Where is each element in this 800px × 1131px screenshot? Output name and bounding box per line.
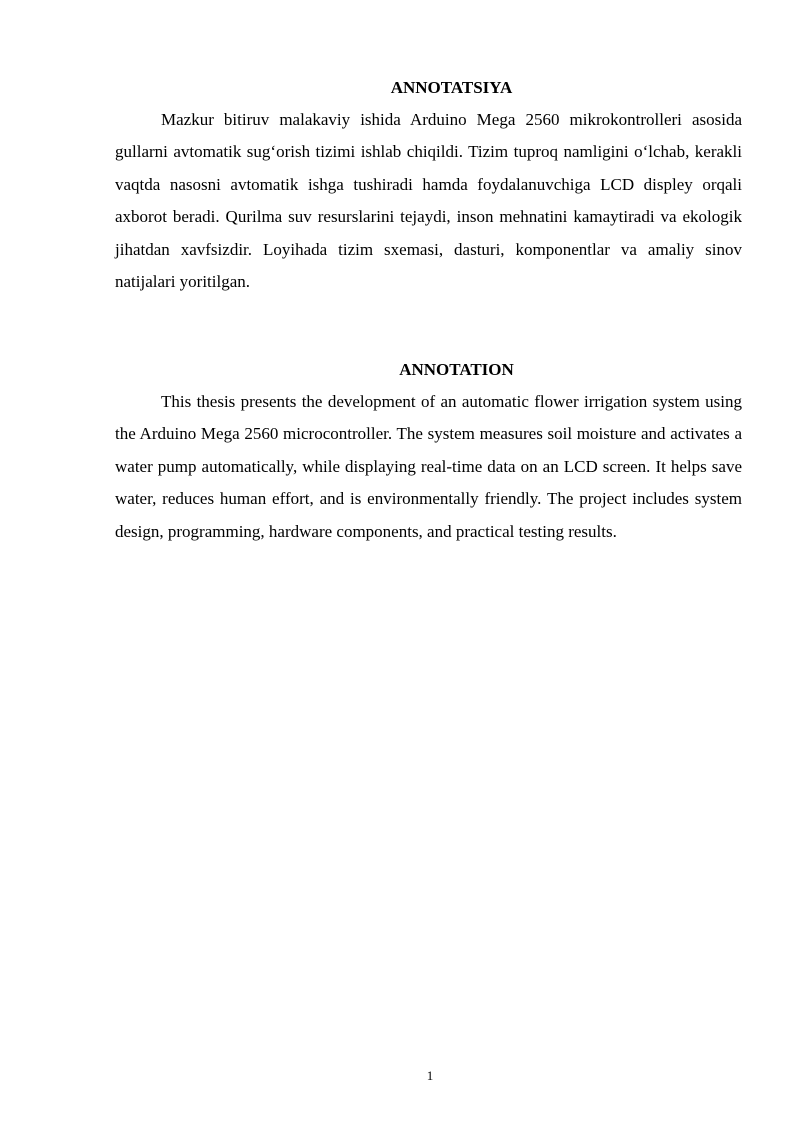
annotation-uzbek-paragraph: Mazkur bitiruv malakaviy ishida Arduino Mega 2560 mikrokontrolleri asosida gullarni avtomatik sug‘orish tizimi ishlab chiqildi. Tizim tuproq namligini o‘lchab, kerakli vaqtda nasosni avtomatik ishga tushiradi hamda foydalanuvchiga LCD displey orqali axborot beradi. Qurilma suv resurslarini tejaydi, inson mehnatini kamaytiradi va ekologik jihatdan xavfsizdir. Loyihada tizim sxemasi, dasturi, komponentlar va amaliy sinov natijalari yoritilgan. bbox=[115, 110, 742, 292]
annotation-english-heading: ANNOTATION bbox=[399, 360, 514, 379]
annotation-uzbek-section bbox=[115, 76, 742, 298]
annotation-english-paragraph: This thesis presents the development of an automatic flower irrigation system using the Arduino Mega 2560 microcontroller. The system measures soil moisture and activates a water pump automatically, while displaying real-time data on an LCD screen. It helps save water, reduces human effort, and is environmentally friendly. The project includes system design, programming, hardware components, and practical testing results. bbox=[115, 392, 742, 541]
annotation-english-section bbox=[115, 358, 742, 548]
page-number: 1 bbox=[426, 1068, 434, 1083]
annotation-uzbek-heading: ANNOTATSIYA bbox=[390, 78, 513, 97]
